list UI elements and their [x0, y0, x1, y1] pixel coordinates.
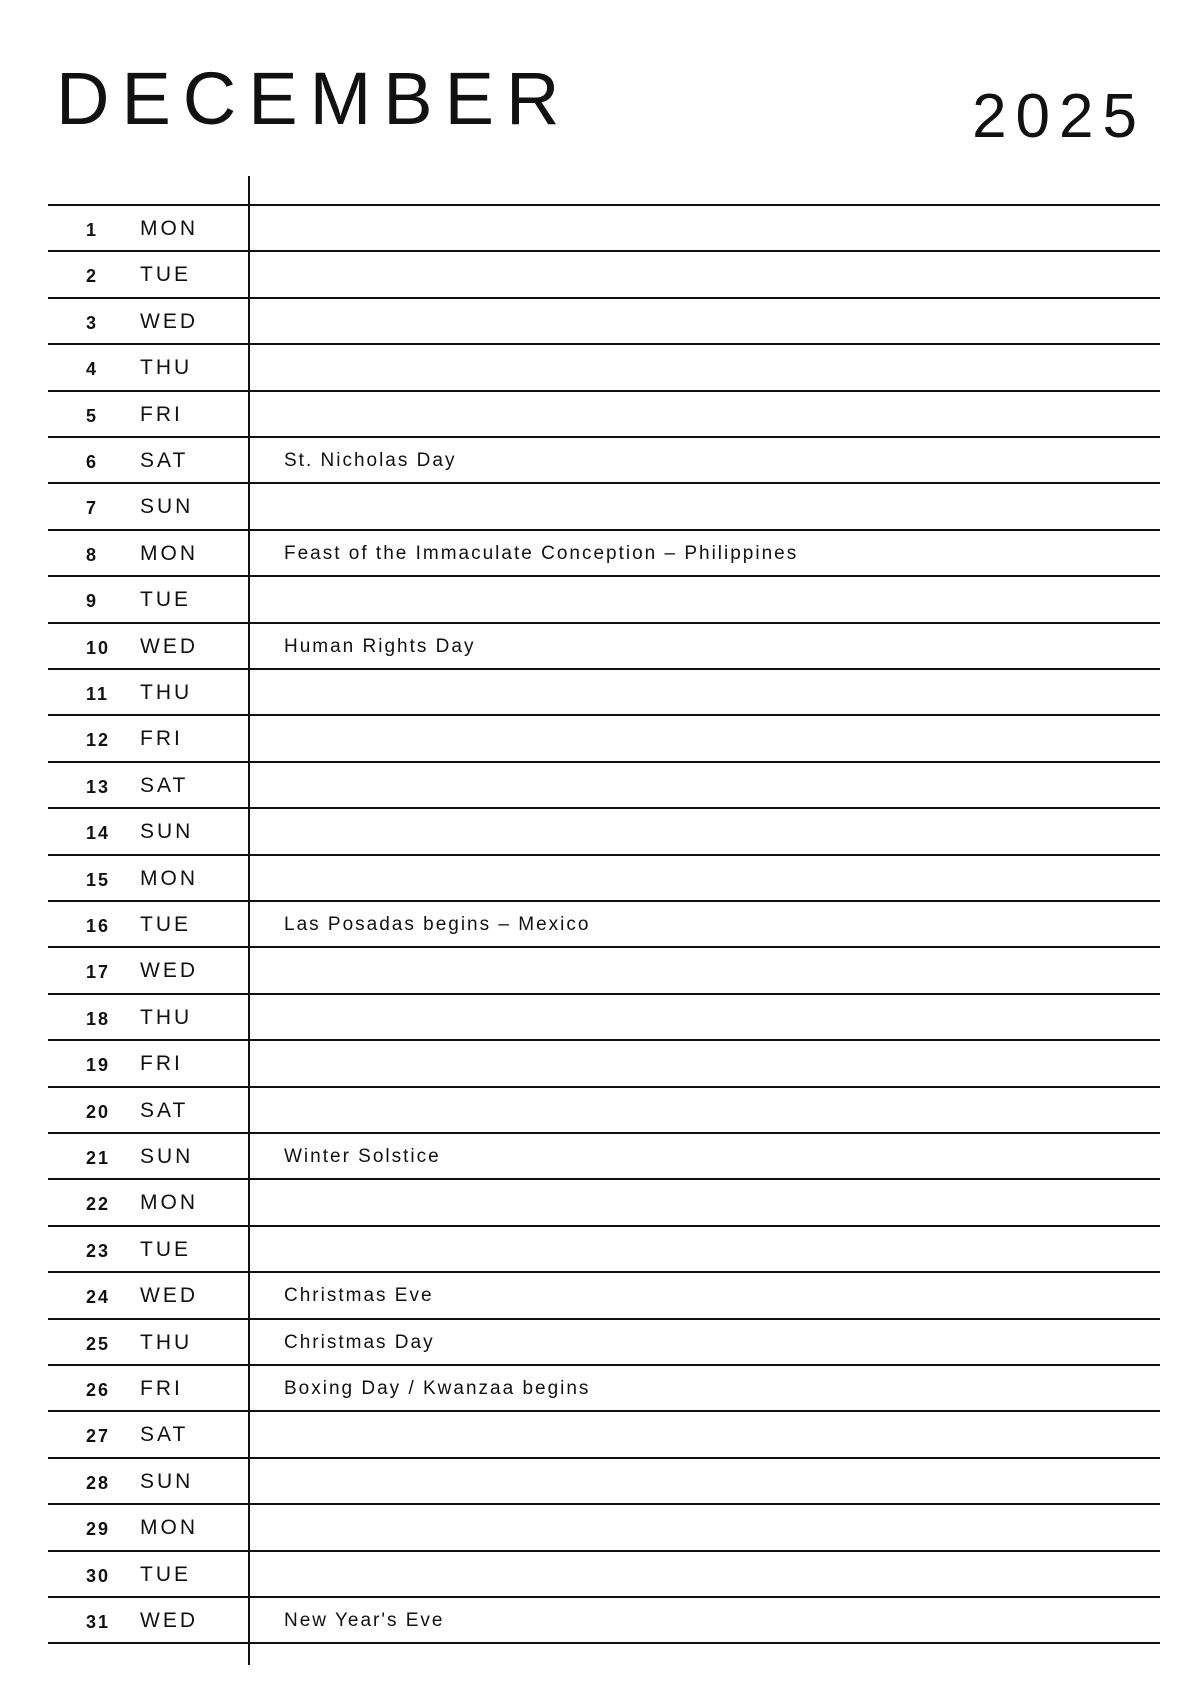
weekday-label: FRI: [140, 402, 183, 426]
weekday-label: SAT: [140, 1423, 189, 1447]
date-number: 13: [86, 776, 111, 797]
weekday-label: MON: [140, 217, 198, 240]
day-row[interactable]: [48, 1225, 1160, 1271]
date-number: 31: [86, 1612, 111, 1632]
date-number: 30: [86, 1565, 111, 1586]
date-number: 10: [86, 637, 111, 658]
day-row[interactable]: [48, 250, 1160, 296]
date-number: 12: [86, 730, 111, 751]
date-number: 22: [86, 1194, 111, 1215]
date-number: 18: [86, 1008, 111, 1029]
weekday-label: SUN: [140, 1145, 194, 1168]
day-row[interactable]: [48, 761, 1160, 807]
day-row[interactable]: [48, 1039, 1160, 1085]
day-row[interactable]: [48, 1132, 1160, 1178]
event-note: Boxing Day / Kwanzaa begins: [284, 1378, 591, 1399]
date-number: 7: [86, 498, 99, 519]
day-row[interactable]: [48, 297, 1160, 343]
date-number: 23: [86, 1240, 111, 1261]
day-row[interactable]: [48, 1596, 1160, 1642]
date-number: 20: [86, 1101, 111, 1122]
date-number: 1: [86, 220, 99, 240]
weekday-label: SAT: [140, 773, 189, 797]
day-row[interactable]: [48, 714, 1160, 760]
weekday-label: TUE: [140, 588, 191, 612]
event-note: New Year's Eve: [284, 1610, 445, 1631]
event-note: Christmas Day: [284, 1331, 435, 1353]
weekday-label: FRI: [140, 1377, 183, 1400]
weekday-label: WED: [140, 309, 198, 333]
date-number: 16: [86, 916, 111, 936]
weekday-label: SUN: [140, 820, 194, 844]
day-row[interactable]: [48, 1271, 1160, 1317]
day-row[interactable]: [48, 1457, 1160, 1503]
date-number: 4: [86, 359, 99, 380]
day-row[interactable]: [48, 436, 1160, 482]
date-number: 6: [86, 452, 99, 472]
weekday-label: FRI: [140, 1052, 183, 1076]
date-number: 27: [86, 1426, 111, 1447]
event-note: Winter Solstice: [284, 1146, 441, 1167]
weekday-label: SUN: [140, 1469, 194, 1493]
event-note: Feast of the Immaculate Conception – Philippines: [284, 542, 799, 564]
day-row[interactable]: [48, 668, 1160, 714]
event-note: Human Rights Day: [284, 635, 476, 657]
date-number: 21: [86, 1148, 111, 1168]
weekday-label: TUE: [140, 1237, 191, 1261]
date-number: 5: [86, 405, 99, 426]
event-note: Las Posadas begins – Mexico: [284, 914, 591, 935]
event-note: St. Nicholas Day: [284, 450, 457, 471]
day-row[interactable]: [48, 1550, 1160, 1596]
day-row[interactable]: [48, 390, 1160, 436]
date-number: 9: [86, 591, 99, 612]
date-number: 14: [86, 823, 111, 844]
weekday-label: TUE: [140, 913, 191, 936]
day-row[interactable]: [48, 204, 1160, 250]
date-number: 24: [86, 1287, 111, 1308]
weekday-label: TUE: [140, 263, 191, 287]
weekday-label: WED: [140, 634, 198, 658]
weekday-label: WED: [140, 1284, 198, 1308]
weekday-label: FRI: [140, 727, 183, 751]
weekday-label: SAT: [140, 449, 189, 472]
day-row[interactable]: [48, 1410, 1160, 1456]
weekday-label: THU: [140, 1005, 193, 1029]
day-row[interactable]: [48, 1178, 1160, 1224]
day-row[interactable]: [48, 854, 1160, 900]
weekday-label: SAT: [140, 1098, 189, 1122]
year-title: 2025: [972, 82, 1146, 151]
date-number: 11: [86, 684, 110, 704]
weekday-label: THU: [140, 356, 193, 380]
row-divider: [48, 1642, 1160, 1644]
weekday-label: MON: [140, 1516, 198, 1540]
weekday-label: MON: [140, 541, 198, 565]
weekday-label: TUE: [140, 1562, 191, 1586]
weekday-label: WED: [140, 959, 198, 983]
day-row[interactable]: [48, 1318, 1160, 1364]
day-row[interactable]: [48, 993, 1160, 1039]
day-row[interactable]: [48, 343, 1160, 389]
day-row[interactable]: [48, 807, 1160, 853]
day-row[interactable]: [48, 946, 1160, 992]
date-number: 15: [86, 869, 111, 890]
date-number: 8: [86, 544, 99, 565]
weekday-label: MON: [140, 1191, 198, 1215]
day-row[interactable]: [48, 622, 1160, 668]
weekday-label: WED: [140, 1609, 198, 1632]
day-row[interactable]: [48, 1364, 1160, 1410]
day-row[interactable]: [48, 1503, 1160, 1549]
weekday-label: THU: [140, 1330, 193, 1354]
day-row[interactable]: [48, 575, 1160, 621]
date-number: 3: [86, 312, 99, 333]
event-note: Christmas Eve: [284, 1285, 434, 1307]
day-row[interactable]: [48, 1086, 1160, 1132]
date-number: 17: [86, 962, 111, 983]
day-row[interactable]: [48, 482, 1160, 528]
month-title: DECEMBER: [56, 57, 572, 140]
weekday-label: SUN: [140, 495, 194, 519]
date-number: 2: [86, 266, 99, 287]
date-number: 26: [86, 1380, 111, 1400]
weekday-label: THU: [140, 681, 193, 704]
date-number: 19: [86, 1055, 111, 1076]
date-number: 28: [86, 1472, 111, 1493]
weekday-label: MON: [140, 866, 198, 890]
date-number: 29: [86, 1519, 111, 1540]
day-row[interactable]: [48, 529, 1160, 575]
date-number: 25: [86, 1333, 111, 1354]
planner-table: [48, 176, 1160, 1665]
day-row[interactable]: [48, 900, 1160, 946]
